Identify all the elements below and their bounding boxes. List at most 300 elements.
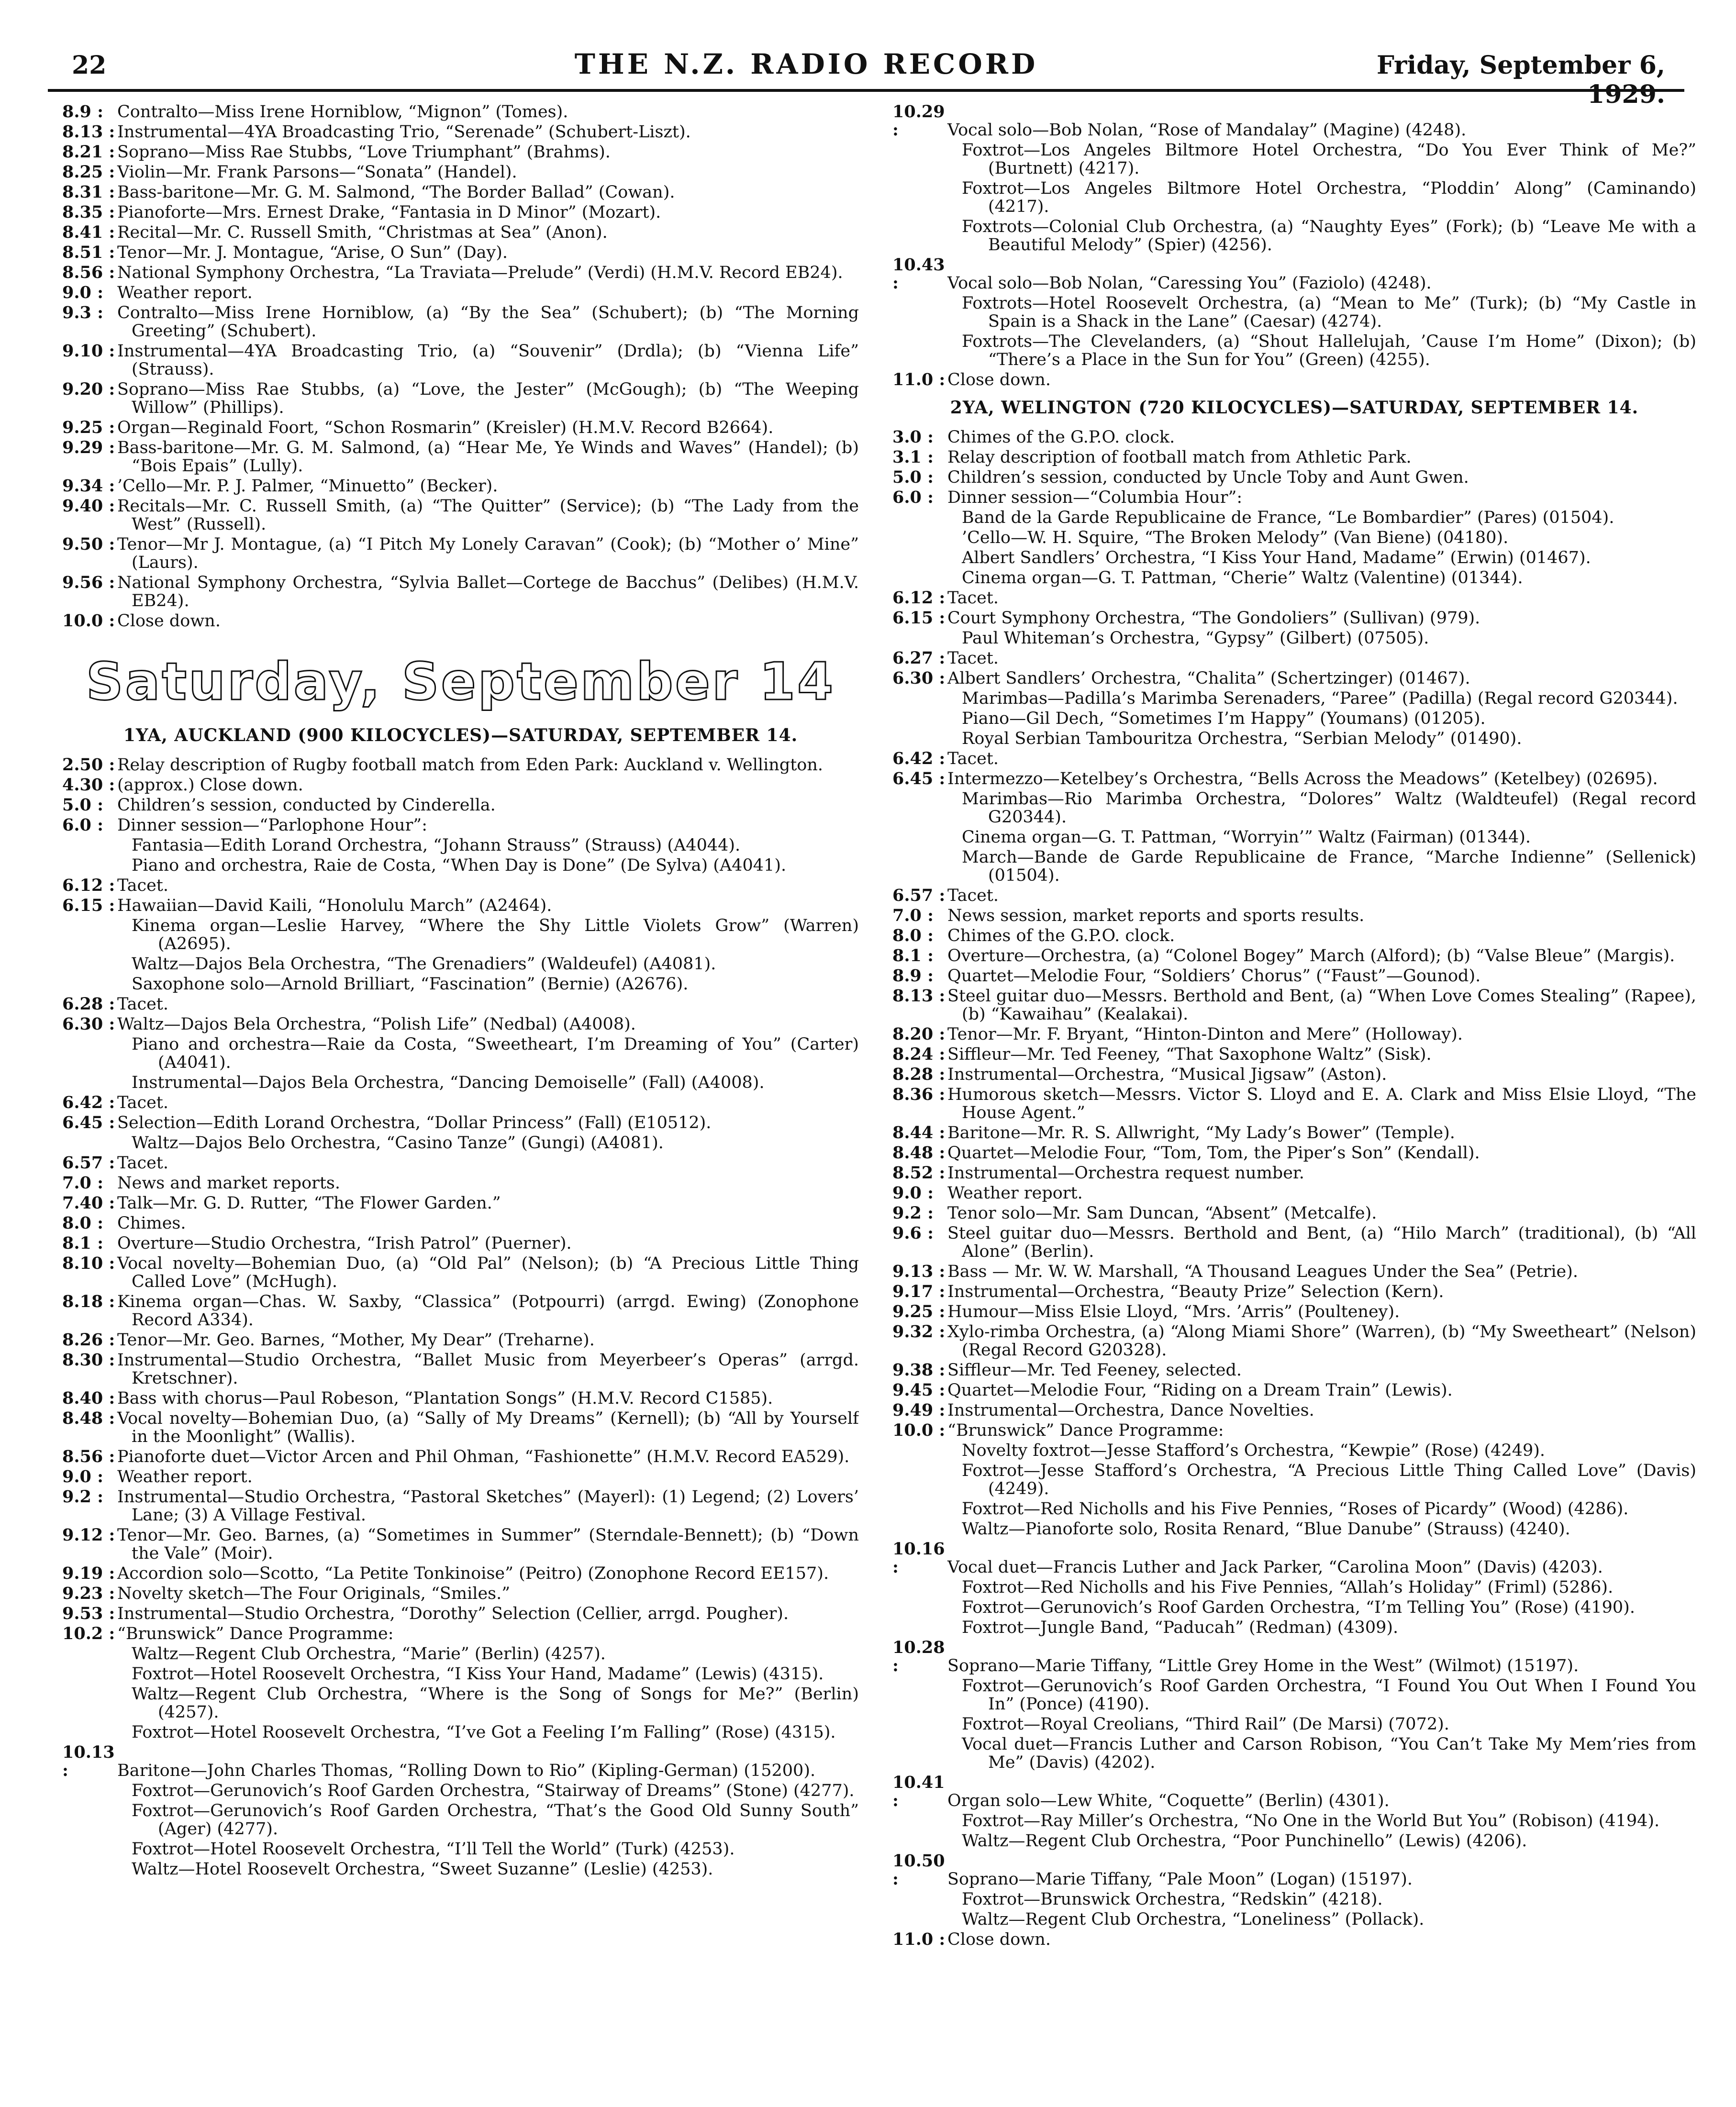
program-subentry: Foxtrot—Jungle Band, “Paducah” (Redman) (4309).	[962, 1618, 1399, 1637]
entry-time: 3.0 :	[892, 428, 947, 446]
entry-time: 6.42 :	[892, 750, 947, 768]
program-entry	[62, 1331, 859, 1349]
entry-time: 8.30 :	[62, 1351, 117, 1369]
program-entry	[62, 776, 859, 794]
program-entry	[892, 609, 1696, 627]
entry-time: 6.28 :	[62, 995, 117, 1013]
entry-text: Siffleur—Mr. Ted Feeney, “That Saxophone Waltz” (Sisk).	[947, 1045, 1432, 1064]
entry-time: 9.25 :	[892, 1303, 947, 1321]
program-subentry: Saxophone solo—Arnold Brilliart, “Fascination” (Bernie) (A2676).	[132, 975, 689, 994]
entry-time: 8.0 :	[892, 927, 947, 945]
program-entry	[62, 1448, 859, 1466]
program-subentry: Marimbas—Padilla’s Marimba Serenaders, “Paree” (Padilla) (Regal record G20344).	[962, 689, 1678, 708]
entry-text: Humorous sketch—Messrs. Victor S. Lloyd and E. A. Clark and Miss Elsie Lloyd, “The House Agent.”	[947, 1085, 1696, 1122]
entry-text: Talk—Mr. G. D. Rutter, “The Flower Garden.”	[117, 1194, 501, 1213]
entry-text: “Brunswick” Dance Programme:	[117, 1624, 394, 1643]
entry-time: 4.30 :	[62, 776, 117, 794]
entry-text: Vocal novelty—Bohemian Duo, (a) “Old Pal” (Nelson); (b) “A Precious Little Thing Called Love” (McHugh).	[117, 1254, 859, 1291]
program-entry	[62, 876, 859, 895]
entry-text: Tenor—Mr. F. Bryant, “Hinton-Dinton and Mere” (Holloway).	[947, 1025, 1463, 1044]
program-subentry: Foxtrot—Gerunovich’s Roof Garden Orchestra, “That’s the Good Old Sunny South” (Ager) (4277).	[132, 1801, 859, 1839]
program-subentry: Albert Sandlers’ Orchestra, “I Kiss Your Hand, Madame” (Erwin) (01467).	[962, 548, 1591, 567]
program-entry	[62, 1094, 859, 1112]
program-entry	[892, 1930, 1696, 1949]
entry-text: Quartet—Melodie Four, “Soldiers’ Chorus” (“Faust”—Gounod).	[947, 966, 1481, 986]
program-entry	[62, 342, 859, 378]
entry-text: Weather report.	[117, 1467, 253, 1486]
program-entry	[892, 428, 1696, 446]
program-entry	[62, 1526, 859, 1563]
entry-time: 8.31 :	[62, 183, 117, 201]
entry-text: Soprano—Marie Tiffany, “Little Grey Home in the West” (Wilmot) (15197).	[947, 1656, 1579, 1675]
entry-text: Children’s session, conducted by Cinderella.	[117, 796, 496, 815]
program-subentry: Fantasia—Edith Lorand Orchestra, “Johann Strauss” (Strauss) (A4044).	[132, 836, 741, 855]
entry-time: 8.26 :	[62, 1331, 117, 1349]
program-entry	[62, 1114, 859, 1132]
entry-time: 9.50 :	[62, 535, 117, 554]
entry-time: 9.12 :	[62, 1526, 117, 1544]
entry-time: 8.0 :	[62, 1214, 117, 1232]
entry-text: Close down.	[947, 370, 1051, 389]
station-heading-1ya: 1YA, AUCKLAND (900 KILOCYCLES)—SATURDAY, SEPTEMBER 14.	[123, 725, 798, 745]
program-subentry: Waltz—Dajos Bela Orchestra, “The Grenadiers” (Waldeufel) (A4081).	[132, 954, 716, 974]
entry-time: 6.15 :	[62, 897, 117, 915]
entry-text: Close down.	[117, 611, 221, 631]
program-subentry: Piano and orchestra—Raie da Costa, “Sweetheart, I’m Dreaming of You” (Carter) (A4041).	[132, 1035, 859, 1072]
entry-text: Instrumental—Studio Orchestra, “Dorothy” Selection (Cellier, arrgd. Pougher).	[117, 1604, 789, 1623]
entry-text: Instrumental—Orchestra, Dance Novelties.	[947, 1401, 1314, 1420]
program-entry	[892, 1381, 1696, 1399]
program-entry	[62, 995, 859, 1013]
entry-time: 9.17 :	[892, 1283, 947, 1301]
program-subentry: Foxtrot—Los Angeles Biltmore Hotel Orchestra, “Ploddin’ Along” (Caminando) (4217).	[962, 179, 1696, 216]
program-entry	[62, 1214, 859, 1232]
entry-text: Baritone—John Charles Thomas, “Rolling Down to Rio” (Kipling-German) (15200).	[117, 1761, 816, 1780]
entry-time: 6.30 :	[62, 1015, 117, 1033]
entry-time: 8.1 :	[892, 947, 947, 965]
entry-text: Tacet.	[117, 876, 168, 895]
program-entry	[62, 284, 859, 302]
entry-time: 9.0 :	[62, 1468, 117, 1486]
header-rule	[48, 89, 1684, 92]
program-entry	[892, 750, 1696, 768]
entry-time: 9.38 :	[892, 1361, 947, 1379]
program-entry	[892, 649, 1696, 667]
program-entry	[62, 1293, 859, 1329]
entry-time: 10.41 :	[892, 1774, 947, 1810]
entry-text: National Symphony Orchestra, “Sylvia Ballet—Cortege de Bacchus” (Delibes) (H.M.V. EB24).	[117, 573, 859, 610]
program-entry	[892, 669, 1696, 688]
entry-time: 6.12 :	[62, 876, 117, 895]
program-entry	[62, 1743, 859, 1780]
entry-time: 6.0 :	[62, 816, 117, 834]
entry-time: 6.12 :	[892, 589, 947, 607]
entry-text: Organ—Reginald Foort, “Schon Rosmarin” (Kreisler) (H.M.V. Record B2664).	[117, 418, 774, 437]
entry-time: 8.24 :	[892, 1045, 947, 1064]
program-entry	[892, 1045, 1696, 1064]
entry-time: 9.32 :	[892, 1323, 947, 1341]
entry-text: Pianoforte—Mrs. Ernest Drake, “Fantasia in D Minor” (Mozart).	[117, 203, 661, 222]
entry-text: Dinner session—“Parlophone Hour”:	[117, 816, 427, 835]
left-column	[62, 103, 859, 2088]
program-entry	[892, 256, 1696, 292]
program-entry	[892, 1639, 1696, 1675]
program-subentry: Marimbas—Rio Marimba Orchestra, “Dolores” Waltz (Waldteufel) (Regal record G20344).	[962, 789, 1696, 827]
entry-time: 9.40 :	[62, 497, 117, 515]
program-subentry: Waltz—Regent Club Orchestra, “Loneliness” (Pollack).	[962, 1910, 1424, 1929]
program-entry	[892, 1421, 1696, 1440]
program-entry	[892, 770, 1696, 788]
entry-time: 9.6 :	[892, 1224, 947, 1242]
entry-time: 11.0 :	[892, 1930, 947, 1949]
program-list-1ya	[62, 756, 859, 1878]
entry-time: 10.2 :	[62, 1625, 117, 1643]
entry-time: 9.34 :	[62, 477, 117, 495]
program-entry	[62, 1254, 859, 1291]
program-list-2ya	[892, 428, 1696, 1949]
entry-text: Chimes of the G.P.O. clock.	[947, 926, 1175, 945]
entry-time: 8.10 :	[62, 1254, 117, 1273]
right-column	[892, 103, 1696, 2088]
program-entry	[892, 1204, 1696, 1222]
entry-text: Xylo-rimba Orchestra, (a) “Along Miami Shore” (Warren), (b) “My Sweetheart” (Nelson) (Regal Record G20328).	[947, 1322, 1696, 1360]
program-entry	[892, 1263, 1696, 1281]
entry-text: Steel guitar duo—Messrs. Berthold and Bent, (a) “Hilo March” (traditional), (b) “All Alone” (Berlin).	[947, 1224, 1696, 1261]
entry-text: Tenor—Mr. Geo. Barnes, (a) “Sometimes in Summer” (Sterndale-Bennett); (b) “Down the Vale” (Moir).	[117, 1526, 859, 1563]
program-entry	[892, 1025, 1696, 1043]
entry-time: 8.21 :	[62, 143, 117, 161]
publication-title: THE N.Z. RADIO RECORD	[574, 48, 1038, 80]
entry-time: 6.27 :	[892, 649, 947, 667]
program-entry	[62, 1585, 859, 1603]
program-entry	[892, 927, 1696, 945]
entry-text: Intermezzo—Ketelbey’s Orchestra, “Bells Across the Meadows” (Ketelbey) (02695).	[947, 769, 1658, 788]
entry-text: Tacet.	[947, 886, 999, 905]
program-entry	[62, 756, 859, 774]
program-entry	[62, 1194, 859, 1212]
entry-time: 8.25 :	[62, 163, 117, 181]
entry-text: Steel guitar duo—Messrs. Berthold and Bent, (a) “When Love Comes Stealing” (Rapee), (b) “Kawaihau” (Kealakai).	[947, 987, 1696, 1024]
entry-text: Accordion solo—Scotto, “La Petite Tonkinoise” (Peitro) (Zonophone Record EE157).	[117, 1564, 829, 1583]
program-entry	[892, 887, 1696, 905]
program-entry	[62, 203, 859, 222]
entry-text: Recitals—Mr. C. Russell Smith, (a) “The Quitter” (Service); (b) “The Lady from the West” (Russell).	[117, 497, 859, 534]
entry-text: News session, market reports and sports results.	[947, 906, 1365, 925]
entry-text: Hawaiian—David Kaili, “Honolulu March” (A2464).	[117, 896, 552, 915]
entry-time: 8.9 :	[892, 967, 947, 985]
entry-time: 8.44 :	[892, 1124, 947, 1142]
entry-text: Tenor solo—Mr. Sam Duncan, “Absent” (Metcalfe).	[947, 1204, 1377, 1223]
entry-time: 5.0 :	[892, 468, 947, 487]
entry-text: Tacet.	[117, 1093, 168, 1112]
entry-text: Overture—Studio Orchestra, “Irish Patrol” (Puerner).	[117, 1234, 572, 1253]
program-entry	[892, 1774, 1696, 1810]
program-entry	[892, 1401, 1696, 1419]
entry-time: 8.40 :	[62, 1389, 117, 1408]
entry-text: Selection—Edith Lorand Orchestra, “Dollar Princess” (Fall) (E10512).	[117, 1113, 712, 1132]
entry-text: Chimes of the G.P.O. clock.	[947, 428, 1175, 447]
program-subentry: Foxtrot—Jesse Stafford’s Orchestra, “A Precious Little Thing Called Love” (Davis) (4249).	[962, 1461, 1696, 1498]
program-entry	[62, 1174, 859, 1192]
entry-time: 8.1 :	[62, 1234, 117, 1253]
entry-time: 7.0 :	[62, 1174, 117, 1192]
program-entry	[62, 1015, 859, 1033]
entry-time: 10.0 :	[62, 612, 117, 630]
program-entry	[62, 612, 859, 630]
program-entry	[892, 947, 1696, 965]
entry-time: 9.0 :	[62, 284, 117, 302]
program-entry	[62, 163, 859, 181]
program-entry	[62, 439, 859, 475]
program-entry	[62, 1154, 859, 1172]
program-entry	[892, 1303, 1696, 1321]
program-entry	[892, 1361, 1696, 1379]
program-entry	[62, 1409, 859, 1446]
program-subentry: Waltz—Regent Club Orchestra, “Where is the Song of Songs for Me?” (Berlin) (4257).	[132, 1685, 859, 1722]
entry-time: 9.53 :	[62, 1605, 117, 1623]
entry-text: Organ solo—Lew White, “Coquette” (Berlin) (4301).	[947, 1791, 1390, 1810]
entry-text: Overture—Orchestra, (a) “Colonel Bogey” March (Alford); (b) “Valse Bleue” (Margis).	[947, 946, 1675, 965]
program-subentry: March—Bande de Garde Republicaine de France, “Marche Indienne” (Sellenick) (01504).	[962, 848, 1696, 885]
day-heading: Saturday, September 14	[86, 652, 835, 712]
entry-text: Tenor—Mr. Geo. Barnes, “Mother, My Dear” (Treharne).	[117, 1331, 595, 1350]
entry-time: 8.36 :	[892, 1086, 947, 1104]
program-list-4ya-continued	[62, 103, 859, 630]
program-subentry: Waltz—Regent Club Orchestra, “Poor Punchinello” (Lewis) (4206).	[962, 1831, 1527, 1851]
program-entry	[892, 907, 1696, 925]
entry-time: 8.48 :	[892, 1144, 947, 1162]
program-subentry: Foxtrot—Ray Miller’s Orchestra, “No One in the World But You” (Robison) (4194).	[962, 1811, 1660, 1830]
entry-time: 11.0 :	[892, 371, 947, 389]
entry-time: 9.23 :	[62, 1585, 117, 1603]
entry-time: 6.30 :	[892, 669, 947, 688]
program-subentry: Foxtrot—Gerunovich’s Roof Garden Orchestra, “I’m Telling You” (Rose) (4190).	[962, 1598, 1635, 1617]
program-entry	[62, 897, 859, 915]
entry-time: 8.18 :	[62, 1293, 117, 1311]
entry-text: Relay description of football match from Athletic Park.	[947, 448, 1412, 467]
entry-text: Tenor—Mr. J. Montague, “Arise, O Sun” (Day).	[117, 243, 508, 262]
entry-text: Vocal duet—Francis Luther and Jack Parker, “Carolina Moon” (Davis) (4203).	[947, 1558, 1603, 1577]
entry-text: Instrumental—4YA Broadcasting Trio, “Serenade” (Schubert-Liszt).	[117, 122, 691, 142]
program-entry	[892, 488, 1696, 507]
program-entry	[892, 371, 1696, 389]
program-entry	[62, 816, 859, 834]
program-subentry: Foxtrots—Colonial Club Orchestra, (a) “Naughty Eyes” (Fork); (b) “Leave Me with a Beautiful Melody” (Spier) (4256).	[962, 217, 1696, 255]
program-entry	[62, 1351, 859, 1387]
program-entry	[62, 244, 859, 262]
program-entry	[62, 419, 859, 437]
program-entry	[892, 1124, 1696, 1142]
program-entry	[62, 1234, 859, 1253]
entry-text: Pianoforte duet—Victor Arcen and Phil Ohman, “Fashionette” (H.M.V. Record EA529).	[117, 1447, 850, 1466]
program-entry	[892, 967, 1696, 985]
program-entry	[62, 1389, 859, 1408]
program-subentry: ’Cello—W. H. Squire, “The Broken Melody” (Van Biene) (04180).	[962, 528, 1509, 547]
program-subentry: Foxtrot—Red Nicholls and his Five Pennies, “Allah’s Holiday” (Friml) (5286).	[962, 1578, 1614, 1597]
program-entry	[62, 796, 859, 814]
program-entry	[892, 589, 1696, 607]
program-subentry: Cinema organ—G. T. Pattman, “Cherie” Waltz (Valentine) (01344).	[962, 568, 1523, 588]
program-entry	[62, 535, 859, 572]
entry-text: Bass with chorus—Paul Robeson, “Plantation Songs” (H.M.V. Record C1585).	[117, 1389, 773, 1408]
entry-time: 10.28 :	[892, 1639, 947, 1675]
program-entry	[62, 1564, 859, 1583]
entry-text: Tacet.	[947, 588, 999, 608]
entry-time: 2.50 :	[62, 756, 117, 774]
program-entry	[62, 143, 859, 161]
program-entry	[62, 1488, 859, 1524]
entry-time: 8.35 :	[62, 203, 117, 222]
entry-text: Court Symphony Orchestra, “The Gondoliers” (Sullivan) (979).	[947, 609, 1480, 628]
program-subentry: Foxtrot—Hotel Roosevelt Orchestra, “I’ll Tell the World” (Turk) (4253).	[132, 1840, 735, 1859]
entry-time: 9.49 :	[892, 1401, 947, 1419]
program-entry	[892, 103, 1696, 139]
entry-text: Relay description of Rugby football match from Eden Park: Auckland v. Wellington.	[117, 755, 823, 775]
entry-time: 9.3 :	[62, 304, 117, 322]
program-entry	[62, 223, 859, 242]
entry-time: 9.25 :	[62, 419, 117, 437]
entry-time: 5.0 :	[62, 796, 117, 814]
program-entry	[62, 304, 859, 340]
entry-text: Soprano—Miss Rae Stubbs, “Love Triumphant” (Brahms).	[117, 143, 611, 162]
entry-time: 8.52 :	[892, 1164, 947, 1182]
entry-text: ’Cello—Mr. P. J. Palmer, “Minuetto” (Becker).	[117, 477, 498, 496]
program-entry	[892, 1144, 1696, 1162]
entry-text: Tacet.	[117, 995, 168, 1014]
entry-text: Bass — Mr. W. W. Marshall, “A Thousand Leagues Under the Sea” (Petrie).	[947, 1262, 1579, 1281]
entry-time: 9.56 :	[62, 574, 117, 592]
entry-time: 10.43 :	[892, 256, 947, 292]
entry-time: 9.2 :	[62, 1488, 117, 1506]
entry-time: 6.45 :	[892, 770, 947, 788]
entry-time: 8.56 :	[62, 1448, 117, 1466]
program-entry	[892, 1065, 1696, 1084]
entry-text: Humour—Miss Elsie Lloyd, “Mrs. ’Arris” (Poulteney).	[947, 1302, 1400, 1321]
issue-date: Friday, September 6, 1929.	[1376, 51, 1665, 109]
entry-text: Children’s session, conducted by Uncle Toby and Aunt Gwen.	[947, 468, 1469, 487]
program-entry	[892, 1164, 1696, 1182]
program-entry	[892, 1224, 1696, 1261]
entry-time: 10.50 :	[892, 1852, 947, 1888]
program-entry	[62, 103, 859, 121]
entry-text: Dinner session—“Columbia Hour”:	[947, 488, 1243, 507]
entry-time: 9.19 :	[62, 1564, 117, 1583]
entry-time: 8.13 :	[62, 123, 117, 141]
entry-text: Novelty sketch—The Four Originals, “Smiles.”	[117, 1584, 511, 1603]
entry-text: Tacet.	[947, 649, 999, 668]
entry-time: 9.0 :	[892, 1184, 947, 1202]
program-entry	[62, 1625, 859, 1643]
program-subentry: Foxtrot—Hotel Roosevelt Orchestra, “I Kiss Your Hand, Madame” (Lewis) (4315).	[132, 1664, 824, 1684]
program-entry	[62, 1468, 859, 1486]
entry-time: 6.15 :	[892, 609, 947, 627]
program-subentry: Foxtrot—Hotel Roosevelt Orchestra, “I’ve Got a Feeling I’m Falling” (Rose) (4315).	[132, 1723, 836, 1742]
entry-text: Tacet.	[947, 749, 999, 768]
entry-text: Vocal solo—Bob Nolan, “Caressing You” (Faziolo) (4248).	[947, 274, 1432, 293]
program-subentry: Kinema organ—Leslie Harvey, “Where the Shy Little Violets Grow” (Warren) (A2695).	[132, 916, 859, 954]
program-entry	[892, 1323, 1696, 1359]
entry-time: 3.1 :	[892, 448, 947, 466]
program-entry	[62, 477, 859, 495]
program-subentry: Waltz—Pianoforte solo, Rosita Renard, “Blue Danube” (Strauss) (4240).	[962, 1519, 1570, 1539]
program-entry	[892, 468, 1696, 487]
program-subentry: Waltz—Hotel Roosevelt Orchestra, “Sweet Suzanne” (Leslie) (4253).	[132, 1860, 713, 1879]
entry-text: Tacet.	[117, 1153, 168, 1173]
program-list-1ya-continued	[892, 103, 1696, 389]
program-subentry: Novelty foxtrot—Jesse Stafford’s Orchestra, “Kewpie” (Rose) (4249).	[962, 1441, 1546, 1460]
entry-time: 6.57 :	[62, 1154, 117, 1172]
entry-time: 6.45 :	[62, 1114, 117, 1132]
entry-time: 8.56 :	[62, 264, 117, 282]
entry-text: Chimes.	[117, 1214, 186, 1233]
entry-time: 8.9 :	[62, 103, 117, 121]
entry-text: Soprano—Miss Rae Stubbs, (a) “Love, the Jester” (McGough); (b) “The Weeping Willow” (Phillips).	[117, 380, 859, 417]
entry-text: Contralto—Miss Irene Horniblow, (a) “By the Sea” (Schubert); (b) “The Morning Greeting” (Schubert).	[117, 303, 859, 341]
entry-text: Baritone—Mr. R. S. Allwright, “My Lady’s Bower” (Temple).	[947, 1123, 1455, 1142]
program-subentry: Foxtrot—Brunswick Orchestra, “Redskin” (4218).	[962, 1890, 1383, 1909]
entry-time: 8.20 :	[892, 1025, 947, 1043]
entry-text: Weather report.	[947, 1184, 1083, 1203]
entry-text: Bass-baritone—Mr. G. M. Salmond, (a) “Hear Me, Ye Winds and Waves” (Handel); (b) “Bois Epais” (Lully).	[117, 438, 859, 476]
entry-text: Quartet—Melodie Four, “Riding on a Dream Train” (Lewis).	[947, 1381, 1453, 1400]
entry-time: 10.0 :	[892, 1421, 947, 1440]
page-header	[72, 48, 1665, 109]
program-entry	[892, 448, 1696, 466]
entry-time: 9.10 :	[62, 342, 117, 360]
entry-time: 6.57 :	[892, 887, 947, 905]
entry-time: 6.0 :	[892, 488, 947, 507]
entry-time: 8.13 :	[892, 987, 947, 1005]
entry-text: Kinema organ—Chas. W. Saxby, “Classica” (Potpourri) (arrgd. Ewing) (Zonophone Record A334).	[117, 1292, 859, 1330]
program-entry	[62, 1605, 859, 1623]
entry-text: (approx.) Close down.	[117, 776, 303, 795]
program-entry	[62, 574, 859, 610]
program-entry	[62, 497, 859, 533]
entry-time: 8.41 :	[62, 223, 117, 242]
program-entry	[892, 1852, 1696, 1888]
program-entry	[62, 123, 859, 141]
program-entry	[62, 380, 859, 417]
entry-text: National Symphony Orchestra, “La Traviata—Prelude” (Verdi) (H.M.V. Record EB24).	[117, 263, 843, 282]
entry-time: 6.42 :	[62, 1094, 117, 1112]
program-subentry: Instrumental—Dajos Bela Orchestra, “Dancing Demoiselle” (Fall) (A4008).	[132, 1073, 765, 1092]
program-subentry: Foxtrots—The Clevelanders, (a) “Shout Hallelujah, ’Cause I’m Home” (Dixon); (b) “There’s a Place in the Sun for You” (Green) (4255).	[962, 332, 1696, 369]
entry-time: 9.20 :	[62, 380, 117, 399]
entry-time: 8.28 :	[892, 1065, 947, 1084]
entry-time: 10.16 :	[892, 1540, 947, 1576]
program-subentry: Royal Serbian Tambouritza Orchestra, “Serbian Melody” (01490).	[962, 729, 1522, 748]
entry-time: 10.29 :	[892, 103, 947, 139]
entry-text: News and market reports.	[117, 1174, 341, 1193]
program-subentry: Waltz—Dajos Belo Orchestra, “Casino Tanze” (Gungi) (A4081).	[132, 1133, 664, 1153]
program-subentry: Vocal duet—Francis Luther and Carson Robison, “You Can’t Take My Mem’ries from Me” (Davis) (4202).	[962, 1735, 1696, 1772]
program-subentry: Foxtrot—Royal Creolians, “Third Rail” (De Marsi) (7072).	[962, 1715, 1449, 1734]
entry-text: Bass-baritone—Mr. G. M. Salmond, “The Border Ballad” (Cowan).	[117, 183, 675, 202]
station-heading-2ya: 2YA, WELINGTON (720 KILOCYCLES)—SATURDAY, SEPTEMBER 14.	[950, 398, 1639, 418]
program-subentry: Band de la Garde Republicaine de France, “Le Bombardier” (Pares) (01504).	[962, 508, 1614, 527]
entry-text: Vocal novelty—Bohemian Duo, (a) “Sally of My Dreams” (Kernell); (b) “All by Yourself in the Moonlight” (Wallis).	[117, 1409, 859, 1446]
entry-time: 9.13 :	[892, 1263, 947, 1281]
program-entry	[892, 987, 1696, 1023]
program-subentry: Foxtrot—Gerunovich’s Roof Garden Orchestra, “Stairway of Dreams” (Stone) (4277).	[132, 1781, 855, 1800]
program-entry	[892, 1540, 1696, 1576]
program-entry	[62, 183, 859, 201]
program-subentry: Piano—Gil Dech, “Sometimes I’m Happy” (Youmans) (01205).	[962, 709, 1486, 728]
program-subentry: Foxtrot—Red Nicholls and his Five Pennies, “Roses of Picardy” (Wood) (4286).	[962, 1499, 1629, 1519]
entry-text: “Brunswick” Dance Programme:	[947, 1421, 1224, 1440]
entry-text: Albert Sandlers’ Orchestra, “Chalita” (Schertzinger) (01467).	[947, 669, 1470, 688]
page-number: 22	[72, 51, 107, 80]
